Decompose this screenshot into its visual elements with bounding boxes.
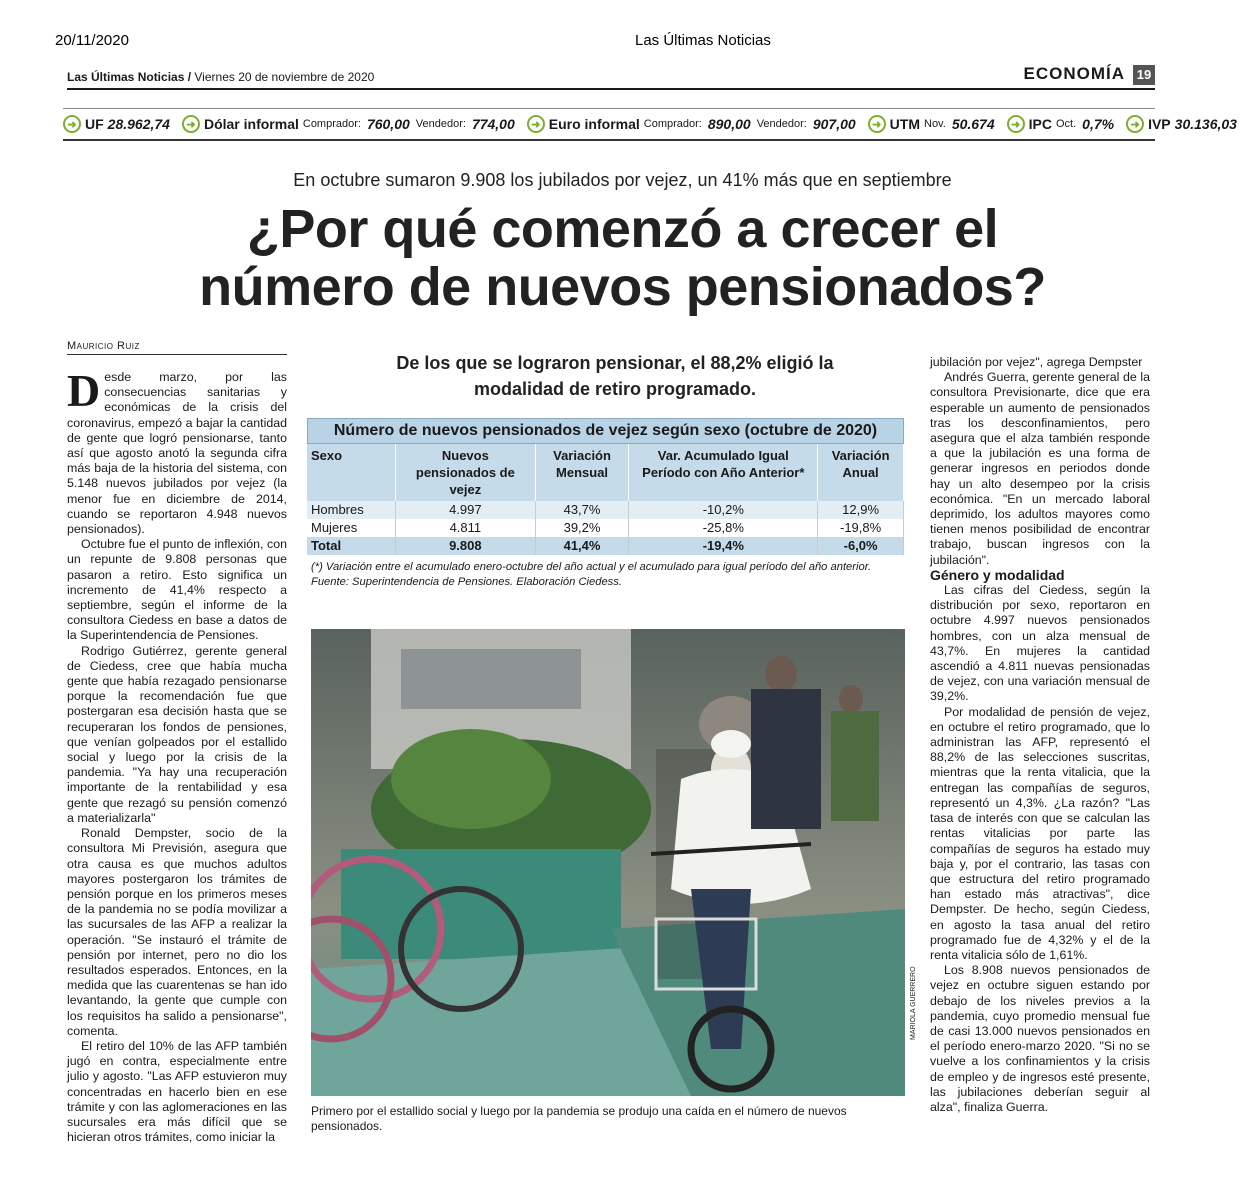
byline: Mauricio Ruiz xyxy=(67,340,287,355)
ticker-name: IPC xyxy=(1028,116,1052,132)
column-header: Variación Mensual xyxy=(535,444,629,501)
table-cell: Total xyxy=(307,537,396,555)
ticker-value: 907,00 xyxy=(812,116,856,132)
table-cell: Mujeres xyxy=(307,519,396,537)
print-date: 20/11/2020 xyxy=(55,32,129,49)
ticker-name: Dólar informal xyxy=(203,116,299,132)
column-header: Variación Anual xyxy=(818,444,904,501)
table-cell: 41,4% xyxy=(535,537,629,555)
photo-caption: Primero por el estallido social y luego por la pandemia se produjo una caída en el número de nuevos pensionados. xyxy=(311,1104,847,1133)
ticker-item xyxy=(868,115,1001,133)
table-cell: -19,8% xyxy=(818,519,904,537)
ticker-label: Nov. xyxy=(924,118,946,130)
ticker-name: Euro informal xyxy=(548,116,640,132)
ticker-label: Comprador: xyxy=(302,118,361,130)
paragraph: Octubre fue el punto de inflexión, con un repunte de 9.808 personas que pasaron a retiro. Esto significa un incremento de 41,4% respecto a septiembre, según el informe de la consultora Ciedess en base a datos de la Superintendencia de Pensiones. xyxy=(67,537,287,643)
arrow-right-icon: ➜ xyxy=(1126,115,1144,133)
table-row xyxy=(307,519,904,537)
page-number: 19 xyxy=(1133,65,1155,85)
paragraph: Por modalidad de pensión de vejez, en octubre el retiro programado, que lo administran las AFP, representó el 88,2% de las selecciones suscritas, mientras que la renta vitalicia, que la entregan las compañías de seguros, representó un 4,3%. ¿La razón? "Las tasa de interés con que se calculan las rentas vitalicias por parte las compañías de seguros ha estado muy baja y, por el contrario, las tasas con que estructura del retiro programado han estado más atractivas", dice Dempster. De hecho, según Ciedess, en agosto la tasa anual del retiro programado fue de 4,32% y el de la renta vitalicia sólo de 1,61%. xyxy=(930,704,1150,962)
headline-line-2: número de nuevos pensionados? xyxy=(199,257,1046,317)
paragraph: Andrés Guerra, gerente general de la consultora Previsionarte, dice que era esperable un aumento de pensionados tras los desconfinamientos, pero asegura que el alza también responde a que la jubilación es una forma de generar ingresos en periodos donde hay un alto desempeo por la crisis económica. "En un mercado laboral deprimido, los adultos mayores como tienen menos posibilidad de encontrar trabajo, buscan ingresos con la jubilación". xyxy=(930,370,1150,567)
article-photo xyxy=(311,629,905,1096)
arrow-right-icon: ➜ xyxy=(1007,115,1025,133)
ticker-item xyxy=(63,115,176,133)
table-cell: 43,7% xyxy=(535,501,629,519)
graphic-title xyxy=(325,350,905,402)
ticker-item xyxy=(1007,115,1120,133)
ticker-label: Comprador: xyxy=(643,118,702,130)
subheading: Género y modalidad xyxy=(930,566,1065,583)
table-cell: -25,8% xyxy=(629,519,818,537)
ticker-item xyxy=(1126,115,1243,133)
table-footnote: (*) Variación entre el acumulado enero-octubre del año actual y el acumulado para igual período del año anterior. Fuente: Superintendencia de Pensiones. Elaboración Ciedess. xyxy=(311,561,872,588)
arrow-right-icon: ➜ xyxy=(63,115,81,133)
graphic-title-line-1: De los que se lograron pensionar, el 88,2% eligió la xyxy=(396,353,834,373)
ticker-label: Oct. xyxy=(1055,118,1077,130)
kicker: En octubre sumaron 9.908 los jubilados por vejez, un 41% más que en septiembre xyxy=(293,170,952,190)
paragraph: El retiro del 10% de las AFP también jugó en contra, especialmente entre julio y agosto. "Las AFP estuvieron muy concentradas en hacerlo bien en ese trámite y con las aglomeraciones en las sucursales era más difícil que se hicieran otros trámites, como iniciar la xyxy=(67,1038,287,1145)
table-header-row xyxy=(307,444,904,501)
column-header: Var. Acumulado Igual Período con Año Anterior* xyxy=(629,444,818,501)
ticker-value: 50.674 xyxy=(951,116,995,132)
paragraph: Los 8.908 nuevos pensionados de vejez en octubre siguen estando por debajo de los niveles previos a la pandemia, cuyo promedio mensual fue de casi 13.000 nuevos pensionados en el período enero-marzo 2020. "Si no se vuelve a los confinamientos y la crisis de empleo y de ingresos esté presente, las jubilaciones deberían seguir al alza", finaliza Guerra. xyxy=(930,963,1150,1114)
ticker-value: 774,00 xyxy=(471,116,515,132)
masthead-paper xyxy=(67,70,374,84)
table-cell: -10,2% xyxy=(629,501,818,519)
right-column xyxy=(930,355,1150,1115)
table-row xyxy=(307,501,904,519)
masthead xyxy=(67,64,1155,90)
arrow-right-icon: ➜ xyxy=(182,115,200,133)
headline-line-1: ¿Por qué comenzó a crecer el xyxy=(246,199,999,259)
column-header: Sexo xyxy=(307,444,396,501)
photo-credit: MARIOLA GUERRERO xyxy=(910,966,917,1040)
paragraph-text: esde marzo, por las consecuencias sanitarias y económicas de la crisis del coronavirus, empezó a bajar la cantidad de gente que logró pensionarse, tanto así que agosto anotó la segunda cifra más baja de la historia del sistema, con 5.148 nuevos jubilados por vejez (la menor fue en diciembre de 2014, cuando se reportaron 4.948 nuevos pensionados). xyxy=(67,370,287,537)
data-table xyxy=(307,444,904,555)
table-cell: -19,4% xyxy=(629,537,818,555)
pensioners-table xyxy=(307,418,904,555)
ticker-value: 0,7% xyxy=(1082,116,1115,132)
photo-illustration xyxy=(311,629,905,1096)
indicators-ticker xyxy=(63,108,1237,141)
masthead-date: Viernes 20 de noviembre de 2020 xyxy=(194,70,375,84)
ticker-label: Vendedor: xyxy=(756,118,807,130)
arrow-right-icon: ➜ xyxy=(527,115,545,133)
headline xyxy=(100,200,1145,316)
table-row-total xyxy=(307,537,904,555)
table-cell: 4.811 xyxy=(396,519,536,537)
ticker-value: 890,00 xyxy=(707,116,751,132)
ticker-name: UF xyxy=(85,116,104,132)
ticker-name: IVP xyxy=(1148,116,1171,132)
paragraph: jubilación por vejez", agrega Dempster xyxy=(930,355,1143,369)
paragraph xyxy=(67,365,287,537)
ticker-name: UTM xyxy=(889,116,920,132)
ticker-value: 760,00 xyxy=(366,116,410,132)
paragraph: Las cifras del Ciedess, según la distribución por sexo, reportaron en octubre 4.997 nuevos pensionados hombres, con un alza mensual de 43,7%. En mujeres la cantidad ascendió a 4.811 nuevas pensionadas de vejez, con una variación mensual de 39,2%. xyxy=(930,583,1150,704)
ticker-value: 30.136,03 xyxy=(1174,116,1237,132)
arrow-right-icon: ➜ xyxy=(868,115,886,133)
paragraph: Rodrigo Gutiérrez, gerente general de Ciedess, cree que había mucha gente que había rezagado pensionarse porque la recomendación fue que postergaran esa decisión hasta que se recuperaran los fondos de pensiones, que venían golpeados por el estallido social y luego por la crisis de la pandemia. "Ya hay una recuperación importante de la rentabilidad y esa gente que rezagó su pensión comenzó a materializarla" xyxy=(67,643,287,825)
table-cell: 12,9% xyxy=(818,501,904,519)
table-cell: 9.808 xyxy=(396,537,536,555)
table-cell: -6,0% xyxy=(818,537,904,555)
ticker-label: Vendedor: xyxy=(415,118,466,130)
table-cell: Hombres xyxy=(307,501,396,519)
print-source: Las Últimas Noticias xyxy=(635,32,771,49)
ticker-item xyxy=(527,115,862,133)
column-header: Nuevos pensionados de vejez xyxy=(396,444,536,501)
ticker-value: 28.962,74 xyxy=(107,116,170,132)
table-cell: 39,2% xyxy=(535,519,629,537)
paragraph: Ronald Dempster, socio de la consultora Mi Previsión, asegura que otra causa es que muchos adultos mayores postergaron los trámites de pensión porque en los primeros meses de la pandemia no se podía movilizar a las sucursales de las AFP a realizar la operación. "Se instauró el trámite de pensión por internet, pero no dio los resultados esperados. Entonces, en la medida que las cuarentenas se han ido levantando, la gente que cumple con los requisitos ha salido a pensionarse", comenta. xyxy=(67,826,287,1038)
dropcap: D xyxy=(67,365,101,416)
section-title: ECONOMÍA xyxy=(1023,64,1125,83)
graphic-title-line-2: modalidad de retiro programado. xyxy=(473,379,757,399)
ticker-item xyxy=(182,115,521,133)
table-cell: 4.997 xyxy=(396,501,536,519)
masthead-paper-name: Las Últimas Noticias / xyxy=(67,70,192,84)
left-column xyxy=(67,365,287,1145)
table-title: Número de nuevos pensionados de vejez según sexo (octubre de 2020) xyxy=(307,418,904,444)
